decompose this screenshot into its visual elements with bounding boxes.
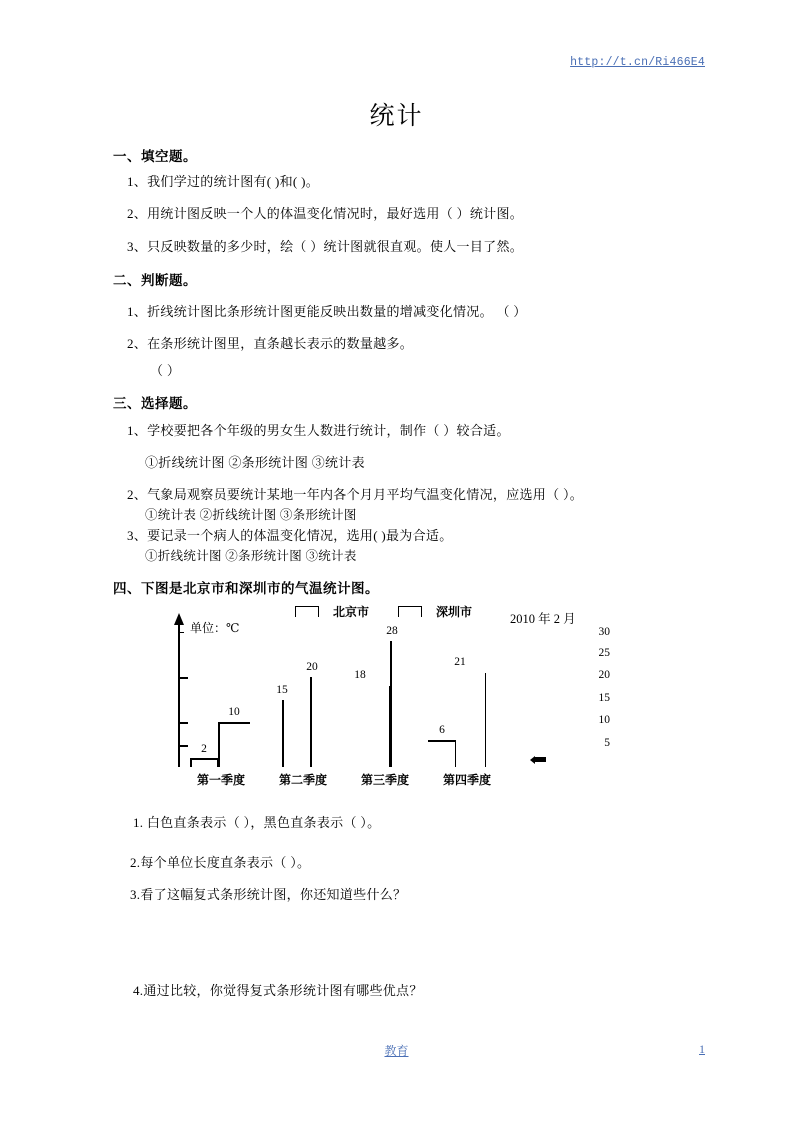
section-1-item-2: 2、用统计图反映一个人的体温变化情况时，最好选用（ ）统计图。 [127, 206, 524, 221]
section-heading-4: 四、下图是北京市和深圳市的气温统计图。 [113, 581, 379, 596]
bar-q4-beijing [428, 740, 456, 767]
y-tick-5 [179, 745, 188, 747]
temperature-bar-chart [140, 605, 610, 795]
y-tick-label-15: 15 [598, 692, 610, 704]
chart-question-1: 1. 白色直条表示（ ），黑色直条表示（ ）。 [133, 815, 381, 830]
y-tick-label-30: 30 [598, 626, 610, 638]
bar-value-q4-shenzhen: 21 [454, 656, 466, 668]
y-tick-label-10: 10 [598, 714, 610, 726]
section-2-item-3: （ ） [150, 363, 181, 378]
section-3-item-1: 1、学校要把各个年级的男女生人数进行统计，制作（ ）较合适。 [127, 423, 510, 438]
bar-q2-shenzhen [310, 677, 340, 767]
x-label-q1: 第一季度 [196, 773, 245, 787]
section-1-item-1: 1、我们学过的统计图有( )和( )。 [127, 174, 320, 189]
bar-q1-shenzhen [218, 722, 250, 767]
bar-q3-shenzhen [390, 641, 420, 767]
y-tick-30 [179, 632, 184, 633]
bar-value-q1-shenzhen: 10 [228, 706, 240, 718]
y-tick-10 [179, 722, 188, 724]
bar-q3-beijing [362, 686, 390, 767]
bar-q2-beijing [282, 700, 310, 767]
bar-value-q2-beijing: 15 [276, 684, 288, 696]
section-heading-1: 一、填空题。 [113, 149, 197, 164]
bar-q4-shenzhen [456, 673, 486, 767]
bar-value-q4-beijing: 6 [439, 724, 445, 736]
source-url-link[interactable]: http://t.cn/Ri466E4 [570, 56, 705, 69]
x-label-q4: 第四季度 [442, 773, 491, 787]
bar-value-q2-shenzhen: 20 [306, 661, 318, 673]
chart-question-3: 3.看了这幅复式条形统计图，你还知道些什么？ [130, 887, 407, 902]
bar-value-q1-beijing: 2 [201, 743, 207, 755]
footer-link[interactable]: 教育 [384, 1044, 409, 1058]
legend-swatch-beijing [295, 606, 319, 617]
y-tick-20 [179, 677, 188, 679]
bar-q1-beijing [190, 758, 218, 767]
chart-question-2: 2.每个单位长度直条表示（ ）。 [130, 855, 311, 870]
bar-value-q3-shenzhen: 28 [386, 625, 398, 637]
cursor-arrow-icon [534, 757, 546, 762]
legend-swatch-shenzhen [398, 606, 422, 617]
x-label-q3: 第三季度 [360, 773, 409, 787]
section-3-options-3: ①折线统计图 ②条形统计图 ③统计表 [145, 549, 357, 563]
legend-label-shenzhen: 深圳市 [436, 605, 473, 619]
chart-question-4: 4.通过比较，你觉得复式条形统计图有哪些优点？ [133, 983, 423, 998]
section-3-item-2: 2、气象局观察员要统计某地一年内各个月月平均气温变化情况，应选用（ ）。 [127, 487, 584, 502]
section-3-item-3: 3、要记录一个病人的体温变化情况，选用( )最为合适。 [127, 528, 453, 543]
section-3-options-2: ①统计表 ②折线统计图 ③条形统计图 [145, 508, 357, 522]
section-heading-2: 二、判断题。 [113, 273, 197, 288]
section-2-item-2: 2、在条形统计图里，直条越长表示的数量越多。 [127, 336, 414, 351]
y-tick-label-5: 5 [604, 737, 610, 749]
y-tick-label-20: 20 [598, 669, 610, 681]
section-heading-3: 三、选择题。 [113, 396, 197, 411]
page-title: 统计 [369, 103, 424, 130]
x-label-q2: 第二季度 [278, 773, 327, 787]
chart-unit-label: 单位：℃ [190, 621, 240, 635]
legend-label-beijing: 北京市 [333, 605, 370, 619]
chart-date-label: 2010 年 2 月 [510, 612, 576, 626]
bar-value-q3-beijing: 18 [354, 669, 366, 681]
section-2-item-1: 1、折线统计图比条形统计图更能反映出数量的增减变化情况。 （ ） [127, 304, 527, 319]
section-3-options-1: ①折线统计图 ②条形统计图 ③统计表 [145, 455, 365, 470]
section-1-item-3: 3、只反映数量的多少时，绘（ ）统计图就很直观。使人一目了然。 [127, 239, 524, 254]
page-number[interactable]: 1 [699, 1042, 705, 1056]
y-tick-label-25: 25 [598, 647, 610, 659]
